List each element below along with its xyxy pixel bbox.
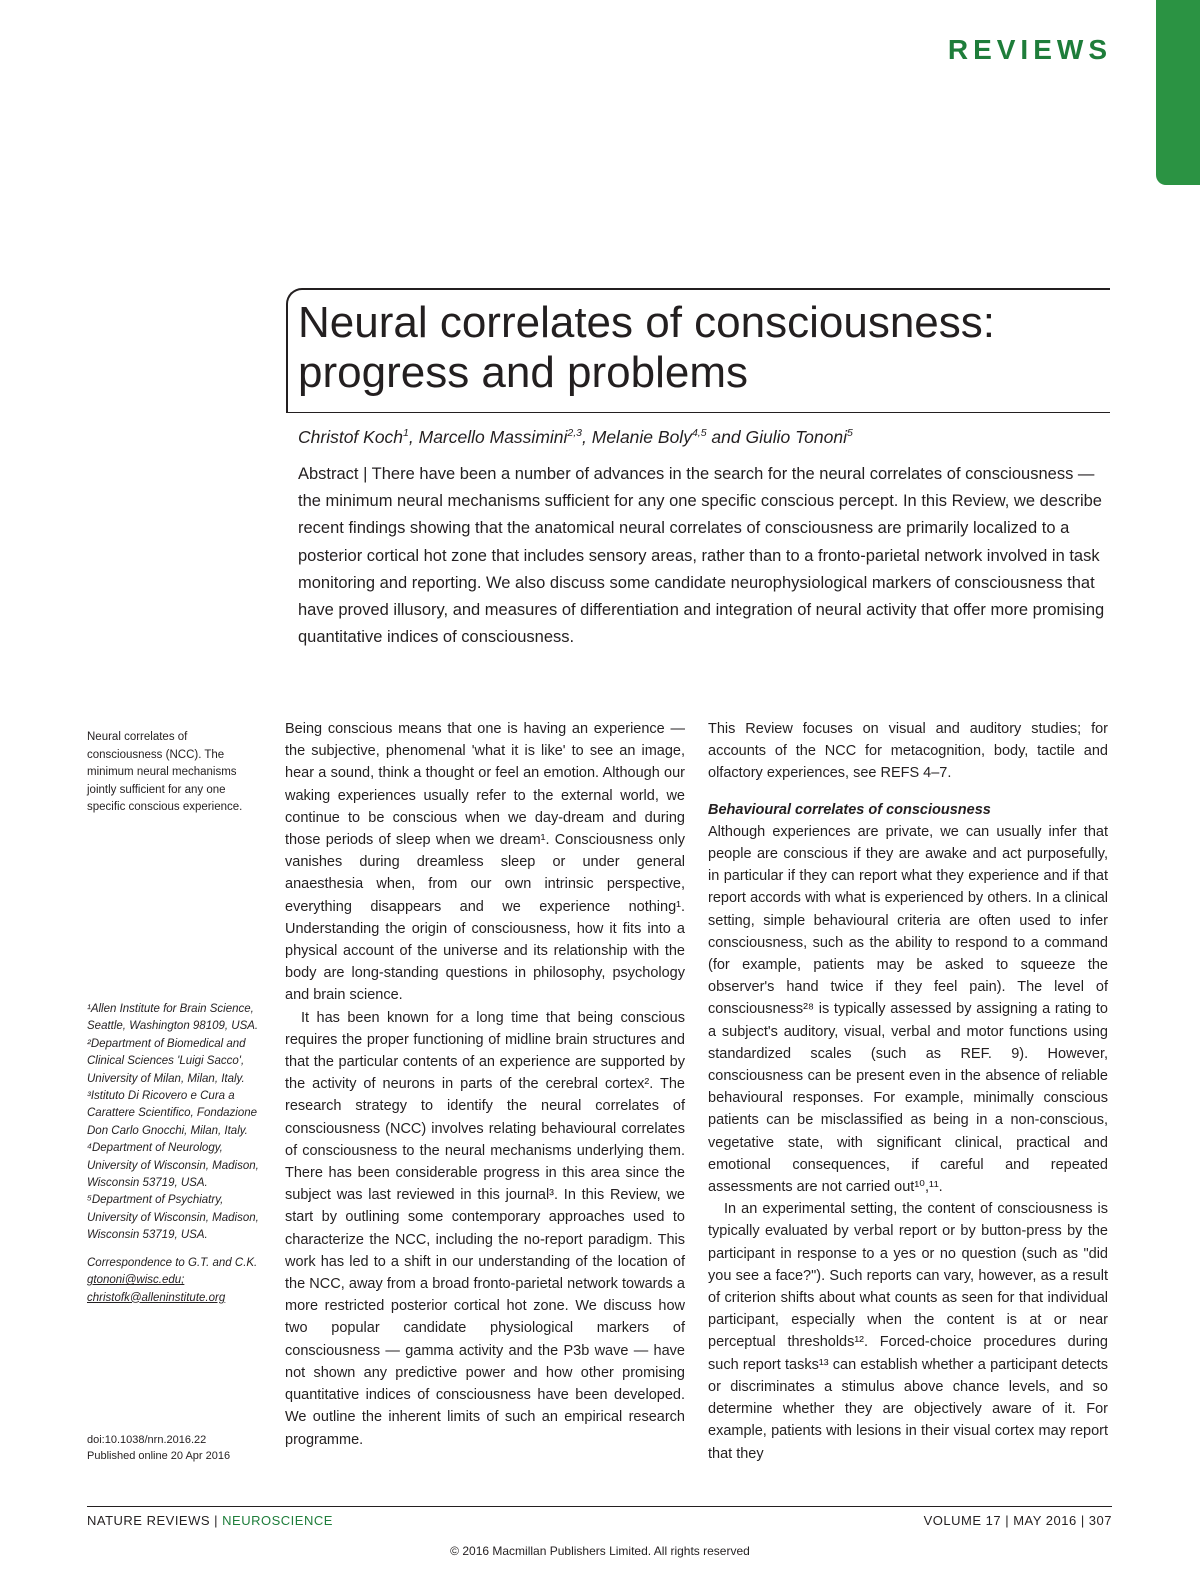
body-column-1 (285, 718, 685, 1451)
author-affiliation-ref: 4,5 (691, 427, 707, 440)
author-affiliation-ref: 1 (403, 427, 409, 440)
journal-subtitle: NEUROSCIENCE (222, 1513, 333, 1528)
author-separator: , (582, 427, 592, 447)
body-paragraph: It has been known for a long time that being conscious requires the proper functioning of midline brain structures and that the particular contents of an experience are supported by the activity of neurons in parts of the cerebral cortex². The research strategy to identify the neural correlates of consciousness (NCC) involves relating behavioural correlates of consciousness to the neural mechanisms underlying them. There has been considerable progress in this area since the subject was last reviewed in this journal³. In this Review, we start by outlining some contemporary approaches used to characterize the NCC, including the no-report paradigm. This work has led to a shift in our understanding of the location of the NCC, away from a broad fronto-parietal network towards a more restricted posterior cortical hot zone. We discuss how two popular candidate physiological markers of consciousness — gamma activity and the P3b wave — have not shown any predictive power and how other promising quantitative indices of consciousness have been developed. We outline the inherent limits of such an empirical research programme. (285, 1009, 685, 1448)
affiliation-item: ²Department of Biomedical and Clinical Sciences 'Luigi Sacco', University of Milan, Milan, Italy. (87, 1037, 246, 1085)
author-name: Giulio Tononi (745, 427, 848, 447)
article-title (298, 298, 1098, 398)
title-line-1: Neural correlates of consciousness: (298, 298, 995, 347)
author-separator: and (706, 427, 746, 447)
title-line-2: progress and problems (298, 348, 749, 397)
author-name: Marcello Massimini (418, 427, 568, 447)
author-affiliation-ref: 2,3 (567, 427, 583, 440)
section-heading: Behavioural correlates of consciousness (708, 801, 991, 818)
correspondence: Correspondence to G.T. and C.K. (87, 1256, 258, 1269)
published-date: Published online 20 Apr 2016 (87, 1450, 231, 1462)
body-paragraph: Although experiences are private, we can usually infer that people are conscious if they are awake and act purposefully, in particular if they can report what they experience and if that report accords with what is experienced by others. In a clinical setting, simple behavioural criteria are often used to infer consciousness, such as the ability to respond to a command (for example, patients may be asked to squeeze the observer's hand twice if they feel pain). The level of consciousness²⁸ is typically assessed by assigning a rating to a subject's auditory, visual, verbal and motor functions using standardized scales (such as REF. 9). However, consciousness can be present even in the absence of reliable behavioural responses. For example, minimally conscious patients can be misclassified as being in a non-conscious, vegetative state, with significant clinical, practical and emotional consequences, if careful and repeated assessments are not carried out¹⁰,¹¹. (708, 823, 1108, 1196)
journal-title: NATURE REVIEWS | (87, 1513, 219, 1528)
body-paragraph: In an experimental setting, the content of consciousness is typically evaluated by verbal report or by button-press by the participant in response to a yes or no question (such as "did you see a face?"). Such reports can vary, however, as a result of criterion shifts about what counts as seen for that individual participant, especially when the content is at or near perceptual thresholds¹². Forced-choice procedures during such report tasks¹³ can establish whether a participant detects or discriminates a stimulus above chance levels, and so determine whether they are objectively aware of it. For example, patients with lesions in their visual cortex may report that they (708, 1201, 1108, 1462)
body-column-2 (708, 718, 1108, 1465)
email-link[interactable]: gtononi@wisc.edu; (87, 1274, 185, 1287)
affiliations (87, 1001, 265, 1307)
author-affiliation-ref: 5 (847, 427, 853, 440)
body-paragraph: Being conscious means that one is having an experience — the subjective, phenomenal 'what it is like' to see an image, hear a sound, think a thought or feel an emotion. Although our waking experiences usually refer to the external world, we continue to be conscious when we day-dream and during those periods of sleep when we dream¹. Consciousness only vanishes during dreamless sleep or under general anaesthesia when, from our own intrinsic perspective, everything disappears and we experience nothing¹. Understanding the origin of consciousness, how it fits into a physical account of the universe and its relationship with the body are long-standing questions in philosophy, psychology and brain science. (285, 721, 685, 1004)
glossary-definition: Neural correlates of consciousness (NCC). The minimum neural mechanisms jointly sufficient for any one specific conscious experience. (87, 731, 243, 813)
footer-divider (87, 1506, 1112, 1507)
affiliation-item: ⁴Department of Neurology, University of Wisconsin, Madison, Wisconsin 53719, USA. (87, 1142, 259, 1190)
author-separator: , (408, 427, 419, 447)
abstract: Abstract | There have been a number of advances in the search for the neural correlates of consciousness — the minimum neural mechanisms sufficient for any one specific conscious percept. In this Review, we describe recent findings showing that the anatomical neural correlates of consciousness are primarily localized to a posterior cortical hot zone that includes sensory areas, rather than to a fronto-parietal network involved in task monitoring and reporting. We also discuss some candidate neurophysiological markers of consciousness that have proved illusory, and measures of differentiation and integration of neural activity that offer more promising quantitative indices of consciousness. (298, 465, 1105, 647)
doi: doi:10.1038/nrn.2016.22 (87, 1434, 207, 1446)
author-name: Melanie Boly (591, 427, 692, 447)
section-label: REVIEWS (947, 34, 1112, 65)
body-paragraph: This Review focuses on visual and auditory studies; for accounts of the NCC for metacognition, body, tactile and olfactory experiences, see REFS 4–7. (708, 721, 1108, 782)
author-list (298, 425, 1098, 449)
affiliation-item: ⁵Department of Psychiatry, University of Wisconsin, Madison, Wisconsin 53719, USA. (87, 1194, 259, 1242)
affiliation-item: ¹Allen Institute for Brain Science, Seattle, Washington 98109, USA. (87, 1003, 259, 1033)
author-name: Christof Koch (298, 427, 404, 447)
copyright-notice: © 2016 Macmillan Publishers Limited. All rights reserved (450, 1544, 750, 1558)
journal-name (87, 1513, 333, 1528)
doi-block (87, 1432, 265, 1464)
volume-info: VOLUME 17 | MAY 2016 | 307 (923, 1513, 1112, 1528)
affiliation-item: ³Istituto Di Ricovero e Cura a Carattere Scientifico, Fondazione Don Carlo Gnocchi, Milan, Italy. (87, 1090, 258, 1137)
section-tab (1156, 0, 1200, 185)
email-link[interactable]: christofk@alleninstitute.org (87, 1291, 226, 1304)
